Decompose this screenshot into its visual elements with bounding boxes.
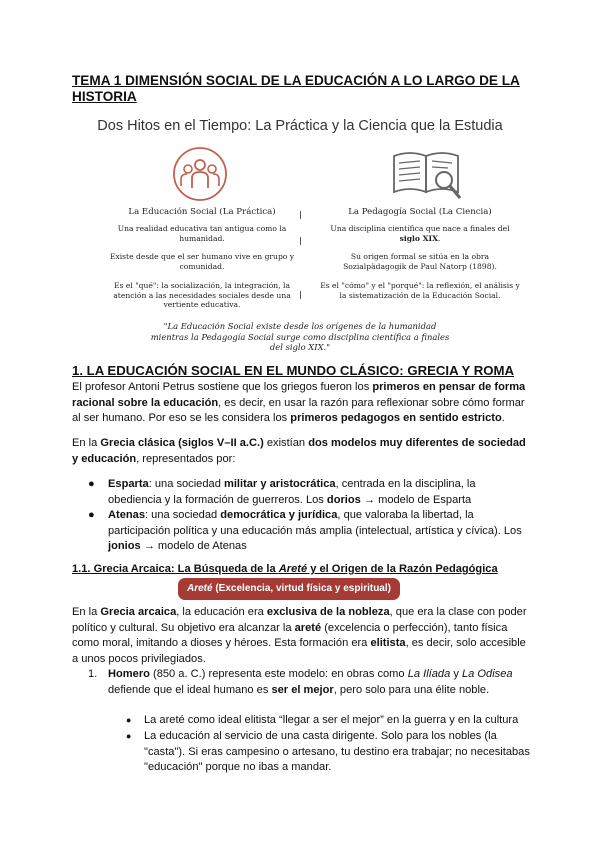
science-text-1: Una disciplina científica que nace a finales del siglo XIX. [330, 224, 510, 243]
arete-badge: Areté (Excelencia, virtud física y espiritual) [178, 578, 400, 600]
numbered-item: 1. Homero (850 a. C.) representa este modelo: en obras como La Ilíada y La Odisea defiende que el ideal humano es ser el mejor, pero solo para una élite noble. [88, 668, 513, 696]
section-1-1-heading: 1.1. Grecia Arcaica: La Búsqueda de la Areté y el Origen de la Razón Pedagógica [72, 563, 498, 575]
book-magnifier-icon [390, 146, 466, 209]
infographic-title: Dos Hitos en el Tiempo: La Práctica y la Ciencia que la Estudia [97, 118, 503, 134]
science-text-2: Su origen formal se sitúa en la obra Sozialpädagogik de Paul Natorp (1898). [343, 252, 497, 271]
bullet-icon: ● [126, 715, 132, 725]
section-1-heading: 1. LA EDUCACIÓN SOCIAL EN EL MUNDO CLÁSICO: GRECIA Y ROMA [72, 363, 515, 378]
infographic-quote: "La Educación Social existe desde los orígenes de la humanidad mientras la Pedagogía Social surge como disciplina científica a finales del siglo XIX." [150, 321, 450, 352]
section-1-paragraph-1: El profesor Antoni Petrus sostiene que los griegos fueron los primeros en pensar de forma racional sobre la educación, es decir, en usar la razón para reflexionar sobre cómo formar al ser humano. Por eso se les considera los primeros pedagogos en sentido estricto. [72, 381, 526, 424]
section-1-1-paragraph-1: En la Grecia arcaica, la educación era exclusiva de la nobleza, que era la clase con poder político y cultural. Su objetivo era alcanzar la areté (excelencia o perfección), tanto física como moral, imitando a dioses y héroes. Esta formación era elitista, es decir, solo accesible a unos pocos privilegiados. [72, 606, 527, 665]
divider [300, 211, 301, 219]
list-item: ● Atenas: una sociedad democrática y jurídica, que valoraba la libertad, la participación política y una educación más amplia (intelectual, artística y cívica). Los jonios → modelo de Atenas [88, 509, 522, 552]
list-item: ● La areté como ideal elitista “llegar a ser el mejor” en la guerra y en la cultura [144, 713, 534, 729]
science-text-3: Es el "cómo" y el "porqué": la reflexión, el análisis y la sistematización de la Educación Social. [320, 281, 520, 300]
people-group-icon [172, 146, 228, 207]
practice-text-1: Una realidad educativa tan antigua como la humanidad. [117, 224, 287, 243]
science-heading: La Pedagogía Social (La Ciencia) [348, 207, 492, 217]
bullet-icon: ● [88, 509, 95, 521]
list-item: ● Esparta: una sociedad militar y aristocrática, centrada en la disciplina, la obediencia y la formación de guerreros. Los dorios → modelo de Esparta [88, 478, 476, 506]
section-1-paragraph-2: En la Grecia clásica (siglos V–II a.C.) existían dos modelos muy diferentes de sociedad y educación, representados por: [72, 437, 526, 465]
list-item: ● La educación al servicio de una casta dirigente. Solo para los nobles (la "casta"). Si eras campesino o artesano, tu destino era trabajar; no necesitabas "educación" porque no ibas a mandar. [126, 730, 530, 773]
practice-heading: La Educación Social (La Práctica) [128, 207, 276, 217]
practice-text-2: Existe desde que el ser humano vive en grupo y comunidad. [109, 252, 295, 271]
document-title: TEMA 1 DIMENSIÓN SOCIAL DE LA EDUCACIÓN A LO LARGO DE LA HISTORIA [72, 73, 520, 104]
bullet-icon: ● [88, 478, 95, 490]
bullet-icon: ● [126, 731, 132, 741]
practice-text-3: Es el "qué": la socialización, la integración, la atención a las necesidades sociales desde una vertiente educativa. [113, 281, 291, 309]
